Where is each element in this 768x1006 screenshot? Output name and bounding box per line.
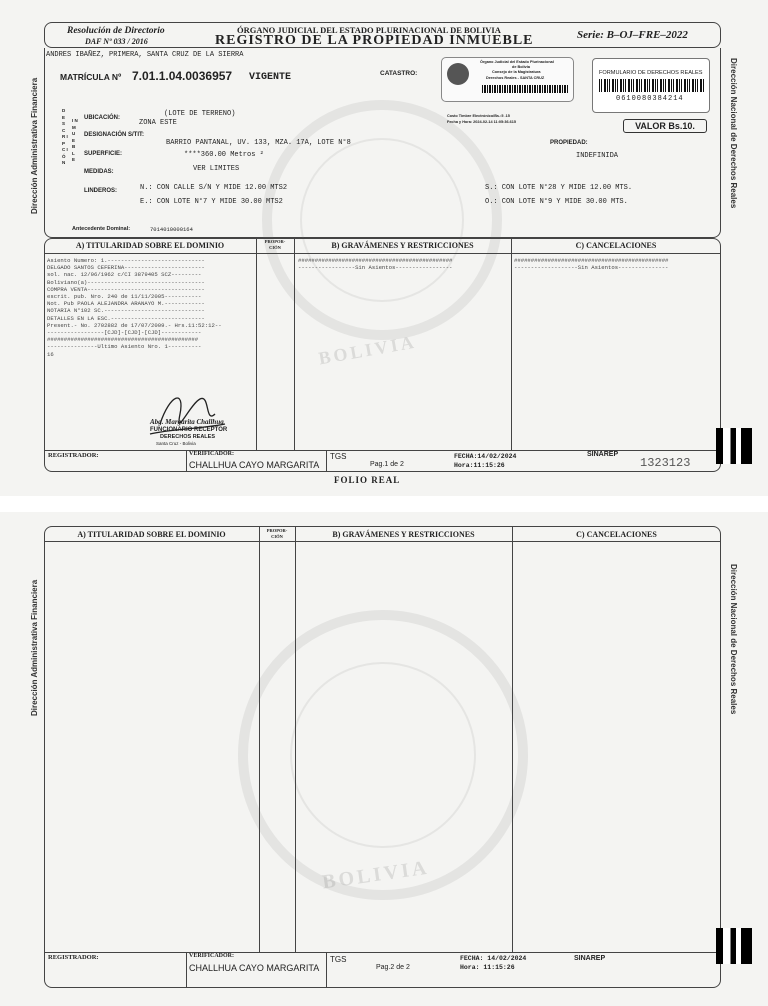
propiedad-value: INDEFINIDA bbox=[576, 152, 619, 160]
column-proporcion-header-1: PROPOR- bbox=[266, 528, 288, 533]
column-header-divider bbox=[44, 541, 721, 542]
stamp-line-4: Derechos Reales - SANTA CRUZ bbox=[486, 76, 545, 80]
linderos-label: LINDEROS: bbox=[84, 188, 117, 194]
ubicacion-value-1: (LOTE DE TERRENO) bbox=[164, 110, 236, 118]
column-proporcion-header-1: PROPOR- bbox=[264, 239, 286, 244]
column-b-header: B) GRAVÁMENES Y RESTRICCIONES bbox=[331, 241, 474, 250]
entry-line: ############################################## bbox=[298, 257, 453, 264]
designacion-label: DESIGNACIÓN S/TIT: bbox=[84, 132, 145, 138]
footer-divider-1 bbox=[186, 952, 187, 988]
column-b-entries bbox=[298, 257, 452, 271]
verificador-name: CHALLHUA CAYO MARGARITA bbox=[189, 460, 320, 470]
stamp-fecha: Fecha y Hora: 2024-02-14 11:05:36.615 bbox=[447, 120, 517, 124]
entry-line: DETALLES EN LA ESC.---------------------------- bbox=[47, 314, 205, 322]
formulario-box bbox=[592, 58, 710, 113]
catastro-label: CATASTRO: bbox=[380, 70, 418, 77]
tgs-label: TGS bbox=[330, 452, 347, 461]
registry-columns-box bbox=[44, 526, 721, 988]
column-c-entries bbox=[514, 257, 668, 271]
descripcion-vertical-label: D E S C R I P C I Ó N bbox=[62, 108, 68, 165]
column-header-divider bbox=[44, 253, 721, 254]
seal-text-bolivia: BOLIVIA bbox=[316, 331, 418, 369]
document-title: REGISTRO DE LA PROPIEDAD INMUEBLE bbox=[215, 33, 534, 48]
stamp-line-3: Consejo de la Magistratura bbox=[492, 70, 541, 74]
superficie-value: ****360.00 Metros ² bbox=[184, 151, 264, 159]
entry-line: -----------------Sin Asientos----------------- bbox=[298, 264, 453, 272]
ubicacion-label: UBICACIÓN: bbox=[84, 115, 120, 121]
signature-place: Santa Cruz - Bolivia bbox=[156, 441, 196, 446]
formulario-number: 0610080384214 bbox=[616, 95, 684, 103]
sinarep-label: SINAREP bbox=[587, 451, 619, 458]
antecedente-label: Antecedente Dominal: bbox=[72, 226, 131, 232]
entry-line: COMPRA VENTA----------------------------------- bbox=[47, 285, 205, 293]
registrador-label: REGISTRADOR: bbox=[48, 954, 99, 961]
signature-name: Abg. Margarita Challhua bbox=[150, 418, 224, 426]
resolution-line-1: Resolución de Directorio bbox=[67, 26, 165, 36]
coat-of-arms-icon bbox=[447, 63, 469, 85]
resolution-line-2: DAF Nº 033 / 2016 bbox=[85, 37, 148, 46]
column-b-header: B) GRAVÁMENES Y RESTRICCIONES bbox=[332, 530, 475, 539]
registrador-label: REGISTRADOR: bbox=[48, 452, 99, 459]
stamp-line-2: de Bolivia bbox=[512, 65, 530, 69]
valor-badge: VALOR Bs.10. bbox=[623, 119, 707, 133]
lindero-norte: N.: CON CALLE S/N Y MIDE 12.00 MTS2 bbox=[140, 184, 288, 192]
lindero-sur: S.: CON LOTE N°28 Y MIDE 12.00 MTS. bbox=[485, 184, 633, 192]
entry-line: -----------------[CJD]-[CJD]-[CJD]------------ bbox=[47, 329, 202, 337]
ubicacion-value-2: ZONA ESTE bbox=[139, 119, 177, 127]
footer-divider-2 bbox=[326, 952, 327, 988]
entry-line: 16 bbox=[47, 350, 54, 358]
antecedente-value: 7014010000164 bbox=[150, 226, 193, 233]
lindero-oeste: O.: CON LOTE N°9 Y MIDE 30.00 MTS. bbox=[485, 198, 628, 206]
footer-divider-2 bbox=[326, 450, 327, 472]
sinarep-label: SINAREP bbox=[574, 955, 606, 962]
stamp-line-1: Órgano Judicial del Estado Plurinacional bbox=[480, 60, 554, 64]
column-divider-2 bbox=[294, 238, 295, 450]
formulario-barcode bbox=[599, 79, 705, 92]
page-gap bbox=[0, 496, 768, 512]
entry-line: Asiento Numero: 1.----------------------------- bbox=[47, 257, 205, 264]
side-label-right: Dirección Nacional de Derechos Reales bbox=[729, 564, 738, 715]
column-divider-1 bbox=[256, 238, 257, 450]
designacion-value: BARRIO PANTANAL, UV. 133, MZA. 17A, LOTE N°8 bbox=[166, 139, 351, 147]
signature-role-2: DERECHOS REALES bbox=[160, 434, 216, 440]
qr-code-icon bbox=[716, 428, 752, 464]
serie-label: Serie: B–OJ–FRE–2022 bbox=[577, 29, 688, 41]
column-divider-1 bbox=[259, 526, 260, 952]
organ-name: ÓRGANO JUDICIAL DEL ESTADO PLURINACIONAL DE BOLIVIA bbox=[237, 25, 501, 35]
medidas-value: VER LIMITES bbox=[193, 165, 240, 173]
page-number: Pag.2 de 2 bbox=[376, 964, 410, 971]
fecha-label: FECHA: 14/02/2024 bbox=[460, 955, 527, 962]
verificador-name: CHALLHUA CAYO MARGARITA bbox=[189, 963, 320, 973]
folio-page-1 bbox=[0, 0, 768, 496]
propiedad-label: PROPIEDAD: bbox=[550, 140, 588, 146]
column-proporcion-header-2: CIÓN bbox=[269, 245, 281, 250]
column-c-header: C) CANCELACIONES bbox=[576, 530, 657, 539]
column-a-header: A) TITULARIDAD SOBRE EL DOMINIO bbox=[75, 241, 225, 250]
matricula-number: 7.01.1.04.0036957 bbox=[132, 69, 233, 83]
column-divider-2 bbox=[295, 526, 296, 952]
seal-text-bolivia: BOLIVIA bbox=[320, 856, 431, 894]
entry-line: DELGADO SANTOS CEFERINA------------------------ bbox=[47, 264, 205, 272]
entry-line: NOTARIA N°102 SC.------------------------------ bbox=[47, 307, 205, 315]
qr-code-icon bbox=[716, 928, 752, 964]
entry-line: -------------------Sin Asientos--------------- bbox=[514, 264, 669, 272]
fecha-label: FECHA:14/02/2024 bbox=[454, 453, 517, 460]
entry-line: escrit. pub. Nro. 240 de 11/11/2005----------- bbox=[47, 293, 202, 301]
column-c-header: C) CANCELACIONES bbox=[575, 241, 657, 250]
entry-line: ############################################# bbox=[47, 336, 199, 344]
footer-divider bbox=[44, 952, 721, 953]
folio-real-label: FOLIO REAL bbox=[334, 475, 401, 485]
entry-line: Present.- No. 2702882 de 17/07/2009.- Hrs.11:52:12-- bbox=[47, 321, 222, 329]
page-number: Pag.1 de 2 bbox=[370, 461, 404, 468]
column-divider-3 bbox=[512, 526, 513, 952]
header-box bbox=[44, 22, 721, 48]
footer-divider-1 bbox=[186, 450, 187, 472]
footer-divider bbox=[44, 450, 721, 451]
side-label-left: Dirección Administrativa Financiera bbox=[30, 77, 39, 214]
hora-label: Hora:11:15:26 bbox=[454, 462, 505, 469]
column-divider-3 bbox=[511, 238, 512, 450]
lindero-este: E.: CON LOTE N°7 Y MIDE 30.00 MTS2 bbox=[140, 198, 283, 206]
entry-line: ---------------Ultimo Asiento Nro. 1---------- bbox=[47, 343, 202, 351]
sinarep-number: 1323123 bbox=[640, 456, 691, 470]
side-label-right: Dirección Nacional de Derechos Reales bbox=[729, 58, 738, 209]
column-a-header: A) TITULARIDAD SOBRE EL DOMINIO bbox=[77, 530, 226, 539]
superficie-label: SUPERFICIE: bbox=[84, 151, 123, 157]
tgs-label: TGS bbox=[330, 955, 347, 964]
matricula-label: MATRÍCULA Nº bbox=[60, 72, 122, 82]
signature-role-1: FUNCIONARIO RECEPTOR bbox=[150, 427, 228, 433]
inmueble-vertical-label: I N M U E B L E bbox=[72, 118, 78, 162]
matricula-status: VIGENTE bbox=[249, 72, 292, 83]
verificador-label: VERIFICADOR: bbox=[189, 451, 234, 457]
electronic-stamp bbox=[441, 57, 574, 102]
column-a-entries bbox=[47, 257, 222, 358]
medidas-label: MEDIDAS: bbox=[84, 169, 114, 175]
hora-label: Hora: 11:15:26 bbox=[460, 964, 515, 971]
column-proporcion-header-2: CIÓN bbox=[271, 534, 283, 539]
entry-line: Boliviano(a)----------------------------------- bbox=[47, 278, 205, 286]
entry-line: Not. Pub PAOLA ALEJANDRA ARANAYO M.------------ bbox=[47, 300, 205, 308]
entry-line: sol. nac. 12/06/1962 c/CI 3879405 SCZ--------- bbox=[47, 271, 202, 279]
verificador-label: VERIFICADOR: bbox=[189, 953, 234, 959]
formulario-label: FORMULARIO DE DERECHOS REALES bbox=[599, 70, 703, 76]
entry-line: ############################################## bbox=[514, 257, 669, 264]
folio-page-2 bbox=[0, 512, 768, 1006]
stamp-barcode bbox=[482, 85, 568, 93]
side-label-left: Dirección Administrativa Financiera bbox=[30, 579, 39, 716]
stamp-costo: Costo Timbre Electrónico/Bs.:5 .15 bbox=[447, 114, 510, 118]
owner-location-line: ANDRES IBAÑEZ, PRIMERA, SANTA CRUZ DE LA SIERRA bbox=[46, 51, 244, 59]
